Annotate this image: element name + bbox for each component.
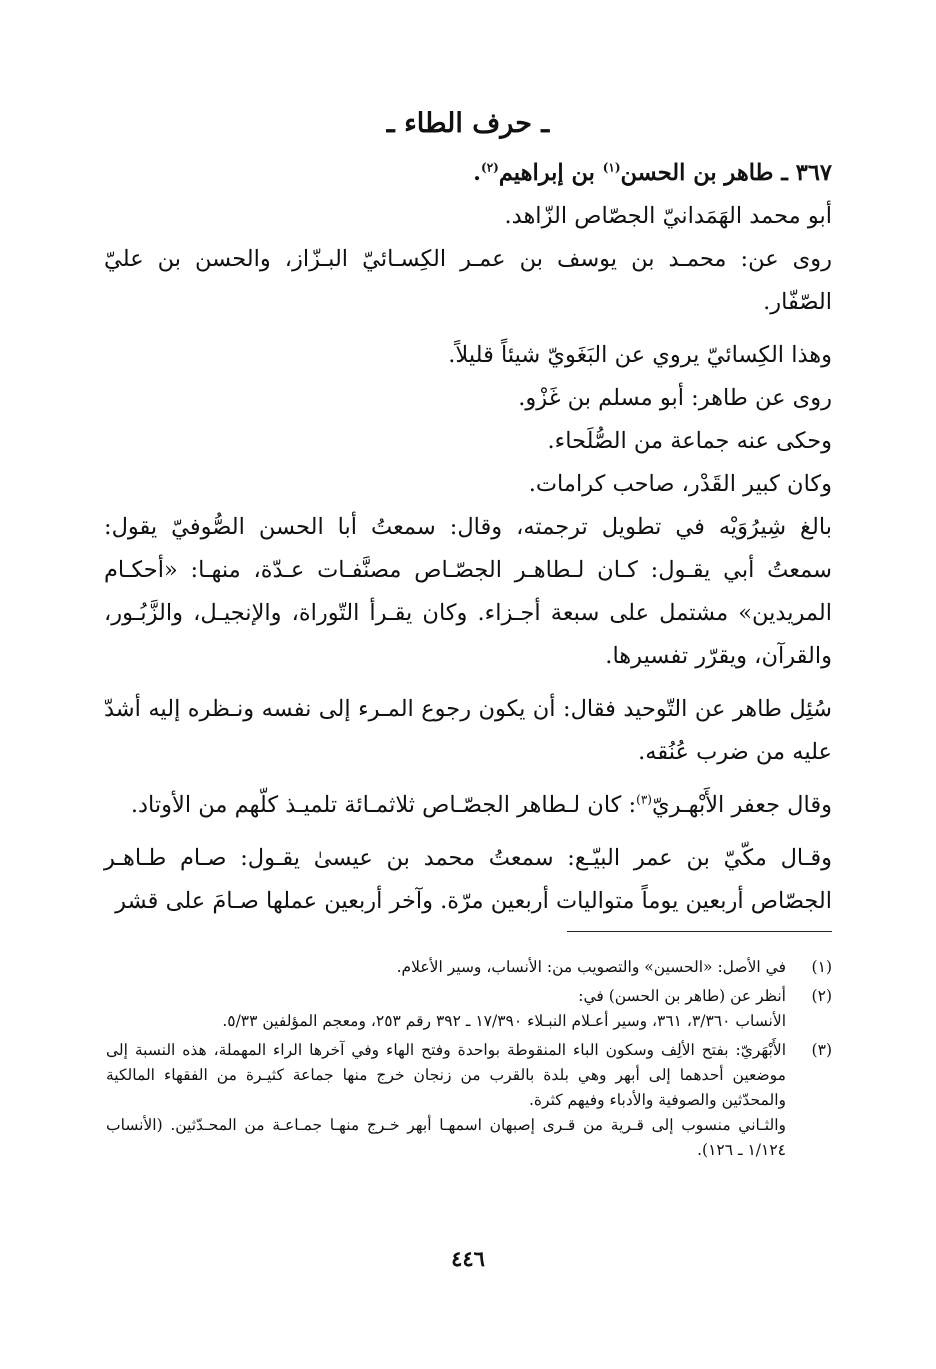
footnote-ref-2: (٢) <box>481 160 499 175</box>
entry-heading <box>104 152 832 195</box>
footnote-ref-1: (١) <box>602 160 621 175</box>
footnote-number: (١) <box>811 958 832 976</box>
footnote-line: الأنساب ٣/٣٦٠، ٣٦١، وسير أعـلام النبـلاء ١٧/٣٩٠ ـ ٣٩٢ رقم ٢٥٣، ومعجم المؤلفين ٥/٣٣. <box>222 1012 786 1030</box>
paragraph-tawhid: سُئِل طاهر عن التّوحيد فقال: أن يكون رجوع المـرء إلى نفسه ونـظره إليه أشدّ عليه من ضرب عُنُقه. <box>104 696 832 765</box>
paragraph-jafar-b: : كان لـطاهر الجصّـاص ثلاثمـائة تلميـذ كلّهم من الأوتاد. <box>130 792 637 818</box>
paragraph-kisai: وهذا الكِسائيّ يروي عن البَغَويّ شيئاً قليلاً. <box>448 342 832 368</box>
footnote-number: (٢) <box>811 987 832 1005</box>
chapter-title: ـ حرف الطاء ـ <box>386 108 550 139</box>
entry-heading-end: . <box>473 160 481 186</box>
footnote-divider <box>567 931 832 932</box>
paragraph-narrated-from: روى عن: محمـد بن يوسف بن عمـر الكِسـائيّ البـزّاز، والحسن بن عليّ الصّفّار. <box>104 246 832 315</box>
paragraph-reported: وحكى عنه جماعة من الصُّلَحاء. <box>547 428 832 454</box>
footnote-text <box>106 984 786 1034</box>
footnote-line: في الأصل: «الحسين» والتصويب من: الأنساب، وسير الأعلام. <box>396 958 786 976</box>
footnote-line: الأَبْهَريّ: بفتح الألِف وسكون الباء المنقوطة بواحدة وفتح الهاء وفي آخرها الراء المهملة، هذه النسبة إلى موضعين أحدهما إلى أبهر وهي بلدة بالقرب من زنجان خرج منها جماعة كثيـرة من الفقهاء المالكية والمحدّثين والصوفية والأدباء وفيهم كثرة. <box>106 1041 786 1109</box>
footnote-1 <box>106 955 832 980</box>
paragraph-shirawayh: بالغ شِيرُوَيْه في تطويل ترجمته، وقال: سمعتُ أبا الحسن الصُّوفيّ يقول: سمعتُ أبي يقـول: كـان لـطاهـر الجصّـاص مصنَّفـات عـدّة، منهـا: «أحكـام المريدين» مشتمل على سبعة أجـزاء. وكان يقـرأ التّوراة، والإنجيـل، والزَّبُـور، والقرآن، ويقرّر تفسيرها. <box>104 514 832 669</box>
paragraph-jafar-a: وقال جعفر الأَبْهـريّ <box>651 792 832 818</box>
footnote-ref-3: (٣) <box>636 792 652 807</box>
entry-heading-mid: بن إبراهيم <box>498 160 603 186</box>
entry-heading-main: ٣٦٧ ـ طاهر بن الحسن <box>620 160 832 186</box>
footnote-text <box>106 955 786 980</box>
footnote-number: (٣) <box>811 1041 832 1059</box>
main-text <box>104 152 832 923</box>
paragraph-jafar <box>104 784 832 827</box>
paragraph-makki: وقـال مكّيّ بن عمر البيّـع: سمعتُ محمد بن عيسىٰ يقـول: صـام طـاهـر الجصّاص أربعين يوماً متواليات أربعين مرّة. وآخر أربعين عملها صـامَ على قشر <box>104 845 832 914</box>
footnote-line: والثـاني منسوب إلى قـرية من قـرى إصبهان اسمهـا أبهر خـرج منهـا جمـاعـة من المحـدّثين. (الأنساب ١/١٢٤ ـ ١٢٦). <box>106 1116 786 1159</box>
footnote-text <box>106 1038 786 1163</box>
footnote-line: أنظر عن (طاهر بن الحسن) في: <box>578 987 786 1005</box>
footnote-2 <box>106 984 832 1034</box>
footnotes <box>106 955 832 1167</box>
entry-kunya-line: أبو محمد الهَمَدانيّ الجصّاص الزّاهد. <box>504 203 832 229</box>
page-number: ٤٤٦ <box>451 1246 485 1271</box>
paragraph-status: وكان كبير القَدْر، صاحب كرامات. <box>528 471 832 497</box>
footnote-3 <box>106 1038 832 1163</box>
paragraph-narrated-by: روى عن طاهر: أبو مسلم بن غَزْو. <box>518 385 832 411</box>
